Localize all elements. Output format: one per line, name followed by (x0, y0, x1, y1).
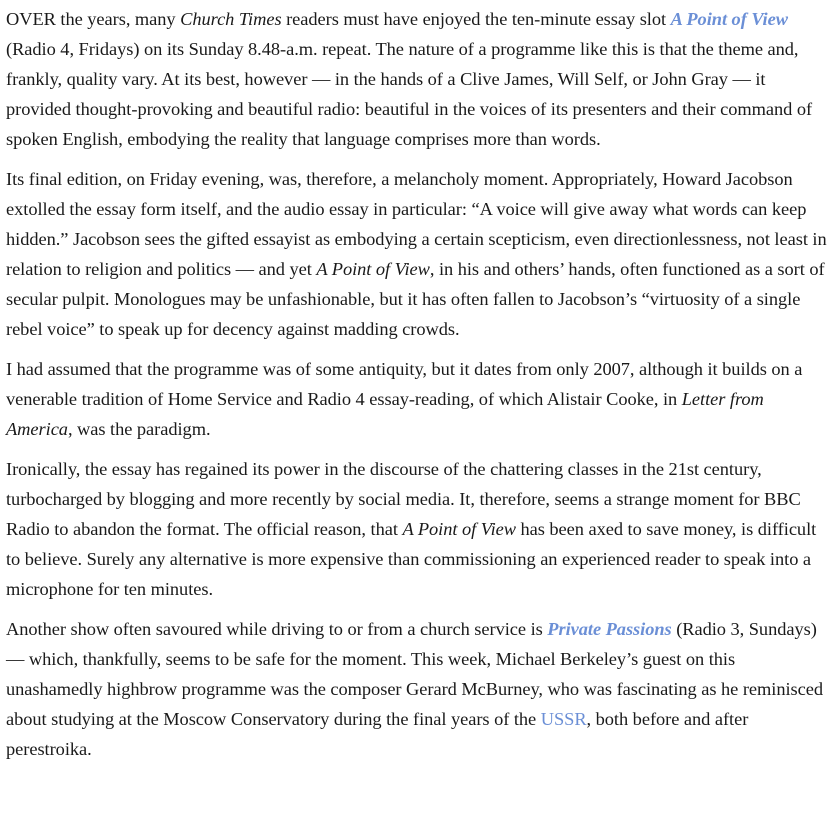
paragraph-1-text-1: OVER the years, many (6, 9, 181, 29)
programme-title: A Point of View (316, 259, 430, 279)
paragraph-3-text-1: I had assumed that the programme was of some antiquity, but it dates from only 2007, although it builds on a venerable tradition of Home Service and Radio 4 essay-reading, of which Alistair Cooke, in (6, 359, 803, 409)
paragraph-3-text-2: , was the paradigm. (67, 419, 211, 439)
paragraph-2 (6, 164, 829, 344)
paragraph-1-text-3: (Radio 4, Fridays) on its Sunday 8.48-a.m. repeat. The nature of a programme like this is that the theme and, frankly, quality vary. At its best, however — in the hands of a Clive James, Will Self, or John Gray — it provided thought-provoking and beautiful radio: beautiful in the voices of its presenters and their command of spoken English, embodying the reality that language comprises more than words. (6, 39, 813, 149)
paragraph-4 (6, 454, 829, 604)
programme-title: A Point of View (402, 519, 516, 539)
paragraph-5 (6, 614, 829, 764)
private-passions-link[interactable]: Private Passions (547, 619, 672, 639)
publication-title: Church Times (180, 9, 282, 29)
paragraph-4-text-2: has been axed to save money, is difficult to believe. Surely any alternative is more expensive than commissioning an experienced reader to speak into a microphone for ten minutes. (6, 519, 817, 599)
paragraph-3 (6, 354, 829, 444)
paragraph-1 (6, 4, 829, 154)
programme-title: Letter from America (6, 389, 764, 439)
paragraph-2-text-2: , in his and others’ hands, often functioned as a sort of secular pulpit. Monologues may be unfashionable, but it has often fallen to Jacobson’s “virtuosity of a single rebel voice” to speak up for decency against madding crowds. (6, 259, 825, 339)
paragraph-5-text-1: Another show often savoured while driving to or from a church service is (6, 619, 548, 639)
paragraph-1-text-2: readers must have enjoyed the ten-minute essay slot (281, 9, 671, 29)
paragraph-5-text-3: , both before and after perestroika. (6, 709, 749, 759)
paragraph-2-text-1: Its final edition, on Friday evening, was, therefore, a melancholy moment. Appropriately, Howard Jacobson extolled the essay form itself, and the audio essay in particular: “A voice will give away what words can keep hidden.” Jacobson sees the gifted essayist as embodying a certain scepticism, even directionlessness, not least in relation to religion and politics — and yet (6, 169, 827, 279)
a-point-of-view-link[interactable]: A Point of View (670, 9, 788, 29)
ussr-link[interactable]: USSR (540, 709, 587, 729)
paragraph-5-text-2: (Radio 3, Sundays) — which, thankfully, seems to be safe for the moment. This week, Michael Berkeley’s guest on this unashamedly highbrow programme was the composer Gerard McBurney, who was fascinating as he reminisced about studying at the Moscow Conservatory during the final years of the (6, 619, 824, 729)
paragraph-4-text-1: Ironically, the essay has regained its power in the discourse of the chattering classes in the 21st century, turbocharged by blogging and more recently by social media. It, therefore, seems a strange moment for BBC Radio to abandon the format. The official reason, that (6, 459, 801, 539)
